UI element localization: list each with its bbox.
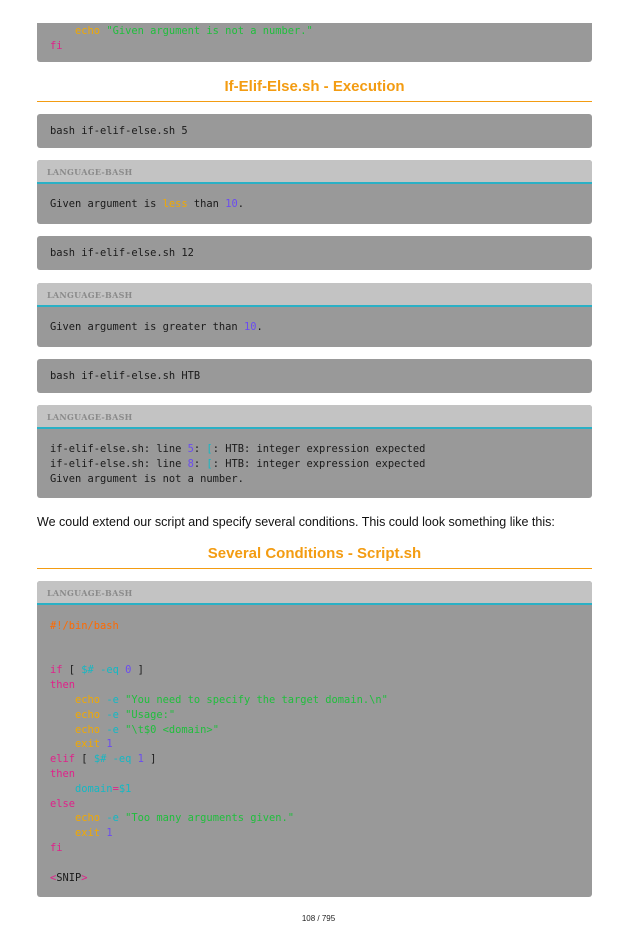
script-lines	[37, 605, 592, 885]
code-token: -e	[106, 708, 119, 721]
code-token: 1	[137, 753, 144, 766]
language-label: LANGUAGE-BASH	[37, 160, 592, 184]
code-line	[50, 320, 592, 335]
page-number: 108 / 795	[301, 914, 336, 923]
code-token: .	[237, 198, 244, 210]
code-token: 5	[187, 443, 194, 455]
code-token: "You need to specify the target domain.\n"	[125, 693, 388, 706]
command-text: bash if-elif-else.sh 5	[50, 125, 188, 137]
code-line	[50, 634, 592, 649]
code-token: then	[50, 767, 76, 780]
code-line	[50, 752, 592, 767]
code-lines	[37, 23, 592, 54]
code-token: "Given argument is not a number."	[106, 25, 313, 37]
code-line	[50, 24, 592, 39]
code-token: :	[193, 443, 207, 455]
code-token: if-elif-else.sh: line	[50, 457, 188, 470]
output-lines	[37, 307, 592, 335]
code-token: =	[112, 782, 119, 795]
code-token: than	[187, 198, 226, 210]
code-token: >	[81, 871, 88, 884]
code-token: -eq	[100, 664, 119, 677]
code-token	[50, 694, 75, 706]
code-token: else	[50, 797, 76, 810]
code-token: if-elif-else.sh: line	[50, 443, 188, 455]
code-token	[50, 827, 75, 839]
body-paragraph: We could extend our script and specify several conditions. This could look something like this:	[37, 515, 555, 529]
code-token	[50, 25, 75, 37]
code-token: echo	[75, 723, 101, 736]
code-block-top	[37, 23, 592, 62]
code-line	[50, 841, 592, 856]
code-token: then	[50, 679, 76, 692]
output-block-3	[37, 405, 592, 498]
code-token: $#	[93, 753, 107, 766]
code-line	[50, 693, 592, 708]
code-token: domain	[75, 782, 113, 795]
code-line	[50, 737, 592, 752]
code-token: "\t$0 <domain>"	[125, 723, 219, 736]
language-label: LANGUAGE-BASH	[37, 581, 592, 605]
code-token: 1	[106, 738, 113, 751]
code-line	[50, 649, 592, 664]
code-token	[50, 709, 75, 721]
script-block	[37, 581, 592, 897]
code-token: elif	[50, 753, 76, 766]
code-token: fi	[50, 39, 63, 52]
code-token	[50, 738, 75, 750]
code-line	[50, 723, 592, 738]
code-token: echo	[75, 812, 101, 825]
code-line	[50, 797, 592, 812]
command-text: bash if-elif-else.sh 12	[50, 247, 194, 259]
code-line	[50, 856, 592, 871]
code-token: ]	[143, 753, 157, 766]
code-token: "Usage:"	[125, 708, 176, 721]
code-token: if	[50, 664, 63, 677]
code-token: [	[206, 457, 213, 470]
code-token: $#	[81, 664, 94, 677]
output-lines	[37, 429, 592, 486]
code-token	[50, 783, 75, 795]
code-token: [	[62, 664, 82, 677]
section-heading-script: Several Conditions - Script.sh	[37, 545, 592, 569]
code-token: 1	[106, 827, 113, 840]
code-token: Given argument is not a number.	[50, 472, 244, 485]
code-token: echo	[75, 708, 101, 721]
code-token: exit	[75, 738, 101, 751]
code-token: ]	[131, 664, 144, 677]
output-block-2	[37, 283, 592, 347]
code-token	[50, 724, 75, 736]
code-line	[50, 619, 592, 634]
code-token: -e	[106, 812, 119, 825]
code-token: 10	[225, 198, 238, 210]
code-token: -e	[106, 693, 119, 706]
code-token: [	[206, 443, 213, 455]
code-line	[50, 782, 592, 797]
code-token: $1	[118, 782, 132, 795]
code-token: -eq	[112, 753, 132, 766]
code-token: Given argument is greater than	[50, 321, 244, 333]
output-lines	[37, 184, 592, 212]
command-text: bash if-elif-else.sh HTB	[50, 370, 201, 382]
code-line	[50, 39, 592, 54]
code-token: #!/bin/bash	[50, 620, 119, 632]
code-line	[50, 197, 592, 212]
code-line	[50, 442, 592, 457]
code-token: less	[162, 198, 188, 210]
code-line	[50, 871, 592, 886]
code-token: 8	[187, 457, 194, 470]
code-token: echo	[75, 25, 101, 37]
code-token: exit	[75, 827, 101, 840]
language-label: LANGUAGE-BASH	[37, 405, 592, 429]
code-token: [	[75, 753, 94, 766]
code-token: .	[256, 321, 263, 333]
code-token: -e	[106, 723, 119, 736]
code-line	[50, 678, 592, 693]
code-token: 10	[243, 321, 257, 333]
code-token: echo	[75, 693, 101, 706]
code-line	[50, 472, 592, 487]
command-block-2	[37, 236, 592, 270]
code-token	[50, 812, 75, 824]
language-label: LANGUAGE-BASH	[37, 283, 592, 307]
code-token: SNIP	[56, 871, 82, 884]
code-token: Given argument is	[50, 198, 163, 210]
section-heading-execution: If-Elif-Else.sh - Execution	[37, 78, 592, 102]
code-line	[50, 826, 592, 841]
output-block-1	[37, 160, 592, 224]
code-token: fi	[50, 841, 63, 854]
code-token: : HTB: integer expression expected	[212, 457, 426, 470]
code-line	[50, 811, 592, 826]
code-token: : HTB: integer expression expected	[212, 443, 426, 455]
code-token: <	[50, 871, 57, 884]
code-token: :	[193, 457, 207, 470]
code-token: "Too many arguments given."	[125, 812, 295, 825]
code-line	[50, 767, 592, 782]
code-token: 0	[125, 664, 132, 677]
code-line	[50, 663, 592, 678]
command-block-1	[37, 114, 592, 148]
code-line	[50, 457, 592, 472]
code-line	[50, 708, 592, 723]
command-block-3	[37, 359, 592, 393]
